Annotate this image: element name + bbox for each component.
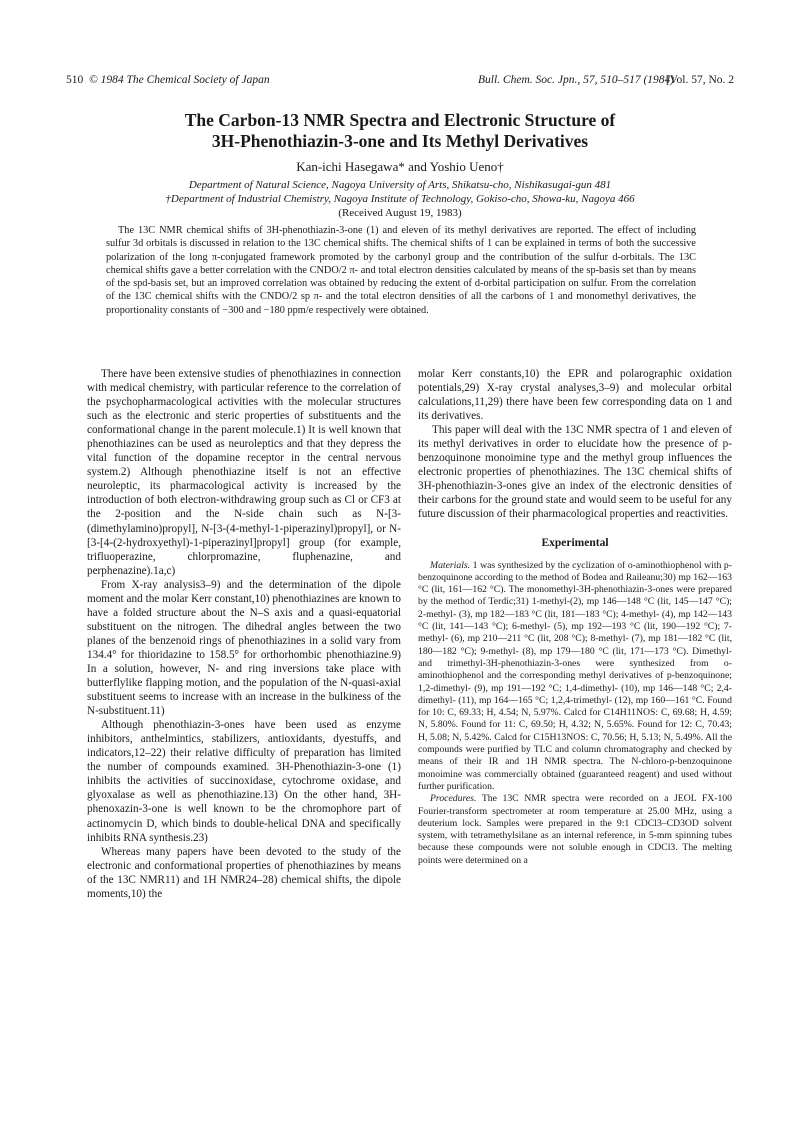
intro-continuation: molar Kerr constants,10) the EPR and polarographic oxidation potentials,29) X-ray crystal analyses,3–9) and molecular orbital calculations,11,29) there have been few corresponding data on 1 and its derivatives.: [418, 368, 732, 423]
journal-citation: Bull. Chem. Soc. Jpn., 57, 510–517 (1984): [478, 74, 675, 86]
affiliation-1: Department of Natural Science, Nagoya University of Arts, Shikatsu-cho, Nishikasugai-gun 481: [188, 179, 612, 191]
article-title: [66, 110, 734, 152]
author-list: Kan-ichi Hasegawa* and Yoshio Ueno†: [296, 159, 504, 174]
procedures-text: The 13C NMR spectra were recorded on a JEOL FX-100 Fourier-transform spectrometer at room temperature at 25.00 MHz, using a deuterium lock. Samples were prepared in the 9:1 CDCl3–CD3OD solvent system, with tetramethylsilane as an internal reference, in 5-mm spinning tubes because these compounds were not soluble enough in CDCl3. The melting points were determined on a: [418, 793, 732, 866]
intro-paragraph-3: Although phenothiazin-3-ones have been used as enzyme inhibitors, anthelmintics, stabilizers, antioxidants, dyestuffs, and indicators,12–22) their relative difficulty of preparation has limited the number of compounds examined. 3H-Phenothiazin-3-one (1) inhibits the activities of succinoxidase, cytochrome oxidase, and glyoxalase as well as phenothiazine.13) On the other hand, 3H-phenoxazin-3-one is well known to be the chromophore part of actinomycin D, which binds to double-helical DNA and specifically inhibits RNA synthesis.23): [87, 719, 401, 844]
title-line-1: The Carbon-13 NMR Spectra and Electronic Structure of: [184, 110, 616, 130]
experimental-heading: Experimental: [541, 536, 609, 549]
copyright-notice: © 1984 The Chemical Society of Japan: [89, 74, 270, 86]
procedures-paragraph: [418, 793, 732, 867]
experimental-section: [418, 560, 732, 867]
procedures-label: Procedures.: [430, 793, 477, 805]
page-number: 510: [66, 74, 84, 86]
volume-info: [Vol. 57, No. 2: [665, 74, 734, 86]
abstract: [106, 224, 696, 317]
title-line-2: 3H-Phenothiazin-3-one and Its Methyl Derivatives: [211, 131, 589, 151]
affiliation-2: †Department of Industrial Chemistry, Nagoya Institute of Technology, Gokiso-cho, Showa-ku, Nagoya 466: [165, 193, 635, 205]
left-column: [87, 367, 401, 901]
intro-paragraph-2: From X-ray analysis3–9) and the determination of the dipole moment and the molar Kerr constant,10) phenothiazines are known to have a folded structure about the N–S axis and a quasi-equatorial substituent on the nitrogen. The dihedral angles between the two planes of the benzenoid rings of phenothiazines in a solid vary from 134.4° for thioridazine to 158.5° for orthorhombic phenothiazine.9) In a solution, however, N- and ring inversions take place with butterflylike flapping motion, and the population of the N-quasi-axial substituent seems to increase with an increase in the bulkiness of the N-substituent.11): [87, 578, 401, 718]
intro-paragraph-1: There have been extensive studies of phenothiazines in connection with medical chemistry, with particular reference to the correlation of the psychopharmacological activities with the molecular structures such as the electronic and steric properties of substituents and the conformational change in the parent molecule.1) It is well known that phenothiazines can be used as neuroleptics and that they depress the vital function of the dopamine receptor in the central nervous system.2) Although phenothiazine itself is not an effective neuroleptic, its pharmacological activity is increased by the introduction of both electron-withdrawing group such as Cl or CF3 at the 2-position and the N-side chain such as N-[3-(dimethylamino)propyl], N-[3-(4-methyl-1-piperazinyl)propyl], or N-[3-[4-(2-hydroxyethyl)-1-piperazinyl]propyl] group (for example, trifluoperazine, chlorpromazine, fluphenazine, and perphenazine).1a,c): [87, 368, 401, 577]
abstract-text: The 13C NMR chemical shifts of 3H-phenothiazin-3-one (1) and eleven of its methyl derivatives are reported. The effect of including sulfur 3d orbitals is discussed in relation to the 13C chemical shifts. The chemical shifts of 1 can be explained in terms of both the successive polarization of the long π-conjugated framework promoted by the carbonyl group and the contribution of the sulfur d-orbitals. The 13C chemical shifts gave a better correlation with the CNDO/2 π- and total electron densities calculated by means of the sp-basis set than by means of the spd-basis set, but an improved correlation was obtained by reducing the extent of d-orbital participation on sulfur. From the correlation of the 13C chemical shifts with the CNDO/2 sp π- and the total electron densities of all the carbons of 1 and monomethyl derivatives, the proportionality constants of −300 and −180 ppm/e respectively were obtained.: [106, 225, 696, 316]
received-date: (Received August 19, 1983): [338, 207, 462, 219]
right-column: [418, 367, 732, 867]
materials-label: Materials.: [430, 559, 471, 571]
intro-paragraph-4: Whereas many papers have been devoted to the study of the electronic and conformational properties of phenothiazines by means of the 13C NMR11) and 1H NMR24–28) chemical shifts, the dipole moments,10) the: [87, 845, 401, 900]
running-header: [66, 72, 734, 88]
intro-paragraph-5: This paper will deal with the 13C NMR spectra of 1 and eleven of its methyl derivatives in order to elucidate how the presence of p-benzoquinone monoimine type and the methyl group influences the electronic properties of phenothiazines. The 13C chemical shifts of 3H-phenothiazin-3-ones give an index of the electronic densities of their carbons for the ground state and would seem to be useful for any future discussion of their pharmacological properties and reactivities.: [418, 424, 732, 521]
materials-text: 1 was synthesized by the cyclization of o-aminothiophenol with p-benzoquinone according to the method of Bodea and Raileanu;30) mp 162—163 °C (lit, 161—162 °C). The monomethyl-3H-phenothiazin-3-ones were prepared by the method of Terdic;31) 1-methyl-(2), mp 146—148 °C (lit, 145—147 °C); 2-methyl- (3), mp 182—183 °C (lit, 181—183 °C); 4-methyl- (4), mp 142—143 °C (lit, 141—143 °C); 6-methyl- (5), mp 192—193 °C (lit, 190—192 °C); 7-methyl- (6), mp 210—211 °C (lit, 208 °C); 8-methyl- (7), mp 181—182 °C (lit, 180—182 °C); 9-methyl- (8), mp 179—180 °C (lit, 171—173 °C). Dimethyl- and trimethyl-3H-phenothiazin-3-ones were synthesized from o-aminothiophenol and the corresponding methyl derivatives of p-benzoquinone; 1,2-dimethyl- (9), mp 191—192 °C; 1,4-dimethyl- (10), mp 146—148 °C; 2,4-dimethyl- (11), mp 164—165 °C; 1,2,4-trimethyl- (12), mp 160—161 °C. Found for 10: C, 69.33; H, 4.54; N, 5.97%. Calcd for C14H11NOS: C, 69.68; H, 4.59; N, 5.80%. Found for 11: C, 69.50; H, 4.32; N, 5.65%. Found for 12: C, 70.43; H, 5.08; N, 5.42%. Calcd for C15H13NOS: C, 70.56; H, 5.13; N, 5.49%. All the compounds were purified by TLC and column chromatography and checked by means of their IR and 1H NMR spectra. The N-chloro-p-benzoquinone monoimine was commercially obtained (guaranteed reagent) and used without further purification.: [418, 559, 732, 792]
materials-paragraph: [418, 560, 732, 794]
